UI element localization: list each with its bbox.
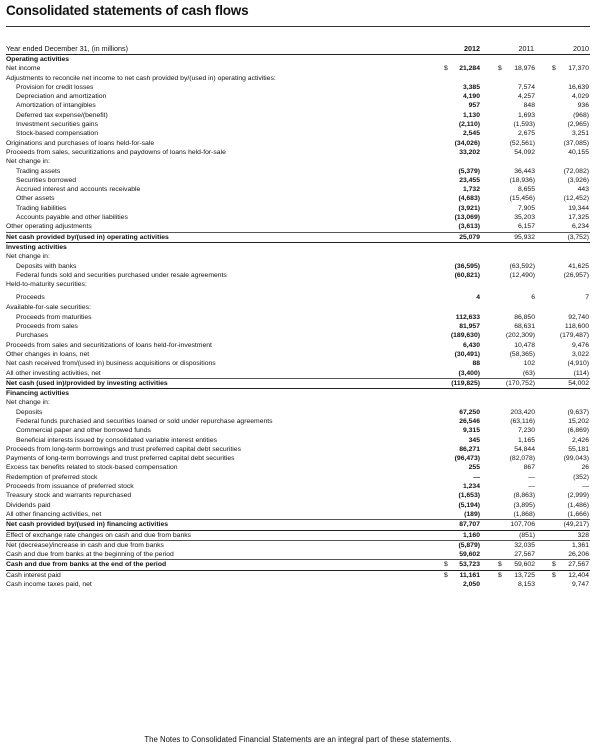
row-value-2011: 36,443 (514, 167, 535, 175)
row-value-2010: (2,965) (567, 121, 589, 129)
row-value-2012: 88 (472, 360, 480, 368)
row-value-2012: (189) (464, 510, 480, 518)
row-value-2010: 328 (577, 531, 589, 539)
row-value-2010: 443 (577, 186, 589, 194)
row-value-2012: 33,202 (459, 148, 480, 156)
row-value-2011: 68,631 (514, 323, 535, 331)
row-value-2012: 255 (468, 464, 480, 472)
year-column-2012: 2012 (464, 44, 480, 53)
row-value-2011: 2,675 (517, 130, 535, 138)
row-value-2012: 86,271 (459, 445, 480, 453)
row-label: Proceeds (16, 294, 45, 302)
table-row (6, 64, 590, 73)
row-value-2010: 9,476 (571, 341, 589, 349)
table-row (6, 280, 590, 289)
row-value-2010: (49,217) (563, 521, 589, 529)
table-row (6, 194, 590, 203)
row-value-2012: 2,545 (462, 130, 480, 138)
row-value-2012: 112,633 (455, 313, 480, 321)
row-value-2011: 13,725 (514, 571, 535, 579)
row-value-2012: 23,455 (459, 176, 480, 184)
row-value-2011: — (528, 483, 535, 491)
row-value-2011: 867 (523, 464, 535, 472)
table-row (6, 436, 590, 445)
currency-symbol: $ (552, 65, 556, 73)
table-row (6, 541, 590, 550)
table-row (6, 389, 590, 398)
table-row (6, 426, 590, 435)
table-header (6, 44, 590, 55)
row-value-2011: 848 (523, 102, 535, 110)
table-row (6, 560, 590, 570)
row-value-2010: 6,234 (571, 223, 589, 231)
row-value-2011: (3,895) (513, 501, 535, 509)
table-row (6, 331, 590, 340)
row-value-2010: 26,206 (568, 551, 589, 559)
row-value-2012: 25,079 (459, 233, 480, 241)
table-row (6, 204, 590, 213)
table-row (6, 398, 590, 407)
row-value-2011: (8,863) (513, 492, 535, 500)
table-row (6, 120, 590, 129)
page-title: Consolidated statements of cash flows (6, 3, 249, 18)
row-value-2011: (15,456) (509, 195, 535, 203)
row-label: Deferred tax expense/(benefit) (16, 111, 108, 119)
year-column-2010: 2010 (573, 44, 589, 53)
table-row (6, 445, 590, 454)
row-value-2012: 345 (468, 436, 480, 444)
row-value-2010: 4,029 (571, 93, 589, 101)
table-row (6, 148, 590, 157)
row-label: Other operating adjustments (6, 223, 92, 231)
row-label: Originations and purchases of loans held-for-sale (6, 139, 155, 147)
row-value-2012: (3,613) (458, 223, 480, 231)
row-value-2011: 1,693 (517, 111, 535, 119)
row-value-2010: 55,181 (568, 445, 589, 453)
table-row (6, 271, 590, 280)
table-row (6, 350, 590, 359)
row-label: Proceeds from maturities (16, 313, 92, 321)
row-value-2012: (13,069) (454, 214, 480, 222)
row-value-2010: 92,740 (568, 313, 589, 321)
row-value-2010: 3,022 (571, 350, 589, 358)
table-row (6, 83, 590, 92)
table-row (6, 233, 590, 243)
row-label: Dividends paid (6, 501, 51, 509)
row-value-2012: (96,473) (454, 455, 480, 463)
row-value-2010: 1,361 (571, 541, 589, 549)
row-value-2012: (4,683) (458, 195, 480, 203)
row-value-2011: — (528, 473, 535, 481)
table-row (6, 510, 590, 520)
row-value-2012: 4,190 (462, 93, 480, 101)
row-label: Payments of long-term borrowings and trust preferred capital debt securities (6, 455, 235, 463)
cash-flow-table (6, 55, 590, 589)
row-label: Operating activities (6, 56, 70, 63)
table-row (6, 101, 590, 110)
row-value-2012: 26,546 (459, 417, 480, 425)
table-row (6, 176, 590, 185)
row-value-2012: — (473, 473, 480, 481)
row-value-2011: (851) (519, 531, 535, 539)
row-value-2011: 102 (523, 360, 535, 368)
period-label: Year ended December 31, (in millions) (6, 44, 128, 53)
row-value-2011: 59,602 (514, 561, 535, 569)
row-value-2012: 2,050 (462, 581, 480, 589)
row-label: Stock-based compensation (16, 130, 98, 138)
row-value-2011: 10,478 (514, 341, 535, 349)
row-value-2011: 27,567 (514, 551, 535, 559)
row-value-2012: (189,630) (450, 332, 480, 340)
row-value-2010: 3,251 (571, 130, 589, 138)
row-value-2011: (202,309) (505, 332, 535, 340)
row-value-2011: 203,420 (510, 408, 535, 416)
table-row (6, 520, 590, 530)
table-row (6, 213, 590, 222)
table-row (6, 571, 590, 580)
row-value-2012: (36,595) (454, 262, 480, 270)
row-label: Available-for-sale securities: (6, 304, 91, 312)
row-label: Trading liabilities (16, 204, 67, 212)
row-value-2012: 1,234 (462, 483, 480, 491)
row-value-2012: 11,161 (459, 571, 480, 579)
table-row (6, 252, 590, 261)
row-value-2010: 27,567 (568, 561, 589, 569)
row-value-2012: 67,250 (459, 408, 480, 416)
table-row (6, 531, 590, 541)
row-value-2012: (2,110) (458, 121, 480, 129)
row-label: Proceeds from sales (16, 323, 78, 331)
row-value-2010: (1,486) (567, 501, 589, 509)
row-value-2011: (63,116) (510, 417, 535, 425)
row-value-2011: 6 (531, 294, 535, 302)
row-label: Securities borrowed (16, 176, 77, 184)
row-value-2012: 21,284 (459, 65, 480, 73)
table-row (6, 491, 590, 500)
table-row (6, 550, 590, 560)
row-value-2010: 12,404 (568, 571, 589, 579)
row-value-2010: (968) (573, 111, 589, 119)
row-value-2011: 6,157 (517, 223, 535, 231)
row-value-2011: 32,035 (514, 541, 535, 549)
row-value-2012: (60,821) (454, 271, 480, 279)
row-value-2012: (5,379) (458, 167, 480, 175)
table-row (6, 322, 590, 331)
row-value-2010: (72,082) (563, 167, 589, 175)
row-value-2012: (3,921) (458, 204, 480, 212)
row-value-2011: (1,593) (513, 121, 535, 129)
row-value-2011: 35,203 (514, 214, 535, 222)
row-value-2012: 3,385 (462, 83, 480, 91)
table-row (6, 167, 590, 176)
row-label: Financing activities (6, 390, 70, 398)
row-label: Held-to-maturity securities: (6, 281, 87, 289)
row-value-2011: 8,153 (517, 581, 535, 589)
row-value-2010: 936 (577, 102, 589, 110)
table-row (6, 157, 590, 166)
row-value-2012: (3,400) (458, 369, 480, 377)
row-value-2011: 7,905 (517, 204, 535, 212)
row-value-2010: (114) (573, 369, 589, 377)
row-label: Net cash provided by/(used in) operating activities (6, 233, 169, 241)
table-row (6, 74, 590, 83)
row-value-2010: (179,487) (559, 332, 589, 340)
row-value-2012: (34,026) (454, 139, 480, 147)
row-value-2010: 2,426 (571, 436, 589, 444)
table-row (6, 262, 590, 271)
currency-symbol: $ (498, 65, 502, 73)
table-row (6, 243, 590, 252)
row-label: Federal funds sold and securities purchased under resale agreements (16, 271, 227, 279)
row-value-2011: 4,257 (517, 93, 535, 101)
table-row (6, 463, 590, 472)
row-value-2010: 7 (585, 294, 589, 302)
row-label: Beneficial interests issued by consolidated variable interest entities (16, 436, 217, 444)
row-value-2012: 9,315 (462, 427, 480, 435)
row-value-2011: 86,850 (514, 313, 535, 321)
title-divider (6, 26, 590, 27)
row-label: Trading assets (16, 167, 61, 175)
row-value-2010: 16,639 (568, 83, 589, 91)
row-value-2012: (5,879) (458, 541, 480, 549)
row-label: Net income (6, 65, 41, 73)
row-value-2011: (63) (522, 369, 535, 377)
row-value-2010: 15,202 (568, 417, 589, 425)
currency-symbol: $ (444, 571, 448, 579)
table-row (6, 359, 590, 368)
row-label: Commercial paper and other borrowed funds (16, 427, 151, 435)
row-value-2010: (352) (573, 473, 589, 481)
row-label: Cash and due from banks at the end of the period (6, 561, 167, 569)
row-value-2012: (30,491) (454, 350, 480, 358)
currency-symbol: $ (552, 571, 556, 579)
row-value-2010: (6,869) (567, 427, 589, 435)
row-value-2011: 1,165 (517, 436, 535, 444)
row-value-2010: (9,637) (567, 408, 589, 416)
row-value-2010: — (582, 483, 589, 491)
row-label: Cash income taxes paid, net (6, 581, 92, 589)
table-row (6, 501, 590, 510)
row-value-2010: 41,625 (568, 262, 589, 270)
row-value-2012: 1,160 (462, 531, 480, 539)
row-label: Net (decrease)/increase in cash and due from banks (6, 541, 164, 549)
row-value-2010: 17,370 (568, 65, 589, 73)
row-label: Proceeds from long-term borrowings and trust preferred capital debt securities (6, 445, 241, 453)
row-label: Cash interest paid (6, 571, 61, 579)
row-value-2010: (99,043) (563, 455, 589, 463)
row-label: Federal funds purchased and securities loaned or sold under repurchase agreements (16, 417, 273, 425)
table-row (6, 417, 590, 426)
table-row (6, 473, 590, 482)
row-value-2011: 18,976 (514, 65, 535, 73)
row-value-2010: (26,957) (563, 271, 589, 279)
row-label: Deposits (16, 408, 43, 416)
footnote: The Notes to Consolidated Financial Statements are an integral part of these statements. (144, 735, 452, 744)
row-value-2012: (1,653) (458, 492, 480, 500)
row-value-2010: (2,999) (567, 492, 589, 500)
row-value-2010: (4,910) (567, 360, 589, 368)
row-label: All other financing activities, net (6, 510, 102, 518)
row-label: Effect of exchange rate changes on cash and due from banks (6, 531, 192, 539)
table-row (6, 139, 590, 148)
row-label: Other changes in loans, net (6, 350, 90, 358)
row-label: Deposits with banks (16, 262, 77, 270)
row-label: Net change in: (6, 399, 50, 407)
currency-symbol: $ (444, 65, 448, 73)
table-row (6, 289, 590, 303)
year-column-2011: 2011 (518, 44, 534, 53)
row-label: Investment securities gains (16, 121, 98, 129)
row-label: Proceeds from sales and securitizations of loans held-for-investment (6, 341, 212, 349)
row-value-2012: 1,732 (462, 186, 480, 194)
row-value-2010: (37,085) (563, 139, 589, 147)
row-value-2012: 81,957 (459, 323, 480, 331)
row-label: Investing activities (6, 243, 67, 251)
row-label: Proceeds from issuance of preferred stock (6, 483, 134, 491)
row-label: Accounts payable and other liabilities (16, 214, 128, 222)
row-value-2011: (12,490) (509, 271, 535, 279)
table-row (6, 111, 590, 120)
row-value-2011: 7,574 (517, 83, 535, 91)
table-row (6, 341, 590, 350)
row-value-2012: 4 (476, 294, 480, 302)
row-value-2010: 9,747 (571, 581, 589, 589)
table-row (6, 55, 590, 64)
row-value-2011: (18,936) (509, 176, 535, 184)
row-value-2011: 95,932 (514, 233, 535, 241)
table-row (6, 369, 590, 379)
row-value-2010: (3,926) (567, 176, 589, 184)
currency-symbol: $ (552, 561, 556, 569)
currency-symbol: $ (498, 571, 502, 579)
row-value-2012: (119,825) (451, 379, 480, 387)
row-label: Other assets (16, 195, 55, 203)
table-row (6, 408, 590, 417)
row-label: Proceeds from sales, securitizations and paydowns of loans held-for-sale (6, 148, 226, 156)
row-value-2012: 1,130 (462, 111, 480, 119)
table-row (6, 129, 590, 138)
table-row (6, 313, 590, 322)
row-value-2010: 17,325 (568, 214, 589, 222)
row-value-2012: 53,723 (459, 561, 480, 569)
currency-symbol: $ (444, 561, 448, 569)
row-label: Excess tax benefits related to stock-based compensation (6, 464, 178, 472)
row-value-2011: (170,752) (505, 379, 535, 387)
row-value-2010: (3,752) (567, 233, 589, 241)
row-value-2011: (63,592) (509, 262, 535, 270)
row-value-2011: 107,706 (510, 521, 535, 529)
row-value-2010: 26 (581, 464, 589, 472)
row-label: Depreciation and amortization (16, 93, 107, 101)
row-label: Cash and due from banks at the beginning of the period (6, 551, 174, 559)
row-label: Net change in: (6, 158, 50, 166)
table-row (6, 482, 590, 491)
row-value-2010: 40,155 (568, 148, 589, 156)
table-row (6, 92, 590, 101)
table-row (6, 222, 590, 232)
row-value-2011: 7,230 (517, 427, 535, 435)
row-label: Amortization of intangibles (16, 102, 96, 110)
row-value-2011: (82,078) (509, 455, 535, 463)
row-value-2010: 54,002 (568, 379, 589, 387)
row-value-2012: 6,430 (462, 341, 480, 349)
row-label: Purchases (16, 332, 49, 340)
row-value-2010: (1,666) (567, 510, 589, 518)
table-row (6, 580, 590, 589)
row-label: Adjustments to reconcile net income to net cash provided by/(used in) operating activities: (6, 74, 276, 82)
row-label: Treasury stock and warrants repurchased (6, 492, 132, 500)
table-row (6, 454, 590, 463)
row-value-2011: 8,655 (517, 186, 535, 194)
row-value-2012: 957 (468, 102, 480, 110)
row-value-2011: (58,365) (509, 350, 535, 358)
row-label: Provision for credit losses (16, 83, 94, 91)
row-label: Accrued interest and accounts receivable (16, 186, 141, 194)
row-value-2011: 54,092 (514, 148, 535, 156)
row-label: Redemption of preferred stock (6, 473, 98, 481)
row-value-2012: 87,707 (459, 521, 480, 529)
row-value-2011: 54,844 (514, 445, 535, 453)
table-row (6, 379, 590, 389)
row-value-2011: (52,561) (509, 139, 535, 147)
row-label: Net cash provided by/(used in) financing activities (6, 521, 169, 529)
row-value-2012: 59,602 (459, 551, 480, 559)
row-label: Net change in: (6, 253, 50, 261)
table-row (6, 185, 590, 194)
currency-symbol: $ (498, 561, 502, 569)
row-value-2010: (12,452) (563, 195, 589, 203)
row-value-2010: 19,344 (568, 204, 589, 212)
row-label: Net cash (used in)/provided by investing activities (6, 379, 168, 387)
row-value-2012: (5,194) (458, 501, 480, 509)
row-label: All other investing activities, net (6, 369, 101, 377)
row-value-2010: 118,600 (564, 323, 589, 331)
row-value-2011: (1,868) (513, 510, 535, 518)
table-row (6, 303, 590, 312)
row-label: Net cash received from/(used in) business acquisitions or dispositions (6, 360, 216, 368)
